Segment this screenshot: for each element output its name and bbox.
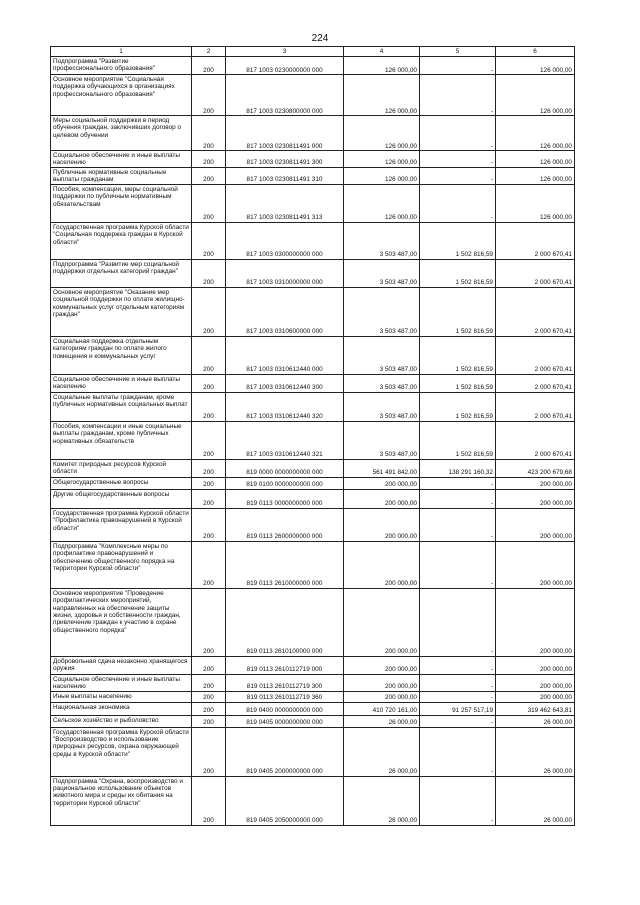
row-name-cell: Государственная программа Курской области "Профилактика правонарушений в Курской области" [51, 508, 192, 541]
row-approved-cell: 200 000,00 [344, 541, 420, 588]
row-executed-cell: - [420, 727, 496, 776]
row-executed-cell: 91 257 517,19 [420, 702, 496, 715]
row-approved-cell: 3 503 487,00 [344, 222, 420, 259]
row-executed-cell: 1 502 816,59 [420, 259, 496, 287]
row-approved-cell: 200 000,00 [344, 508, 420, 541]
table-row [51, 222, 575, 259]
table-row [51, 674, 575, 691]
row-remaining-cell: 200 000,00 [496, 541, 575, 588]
row-remaining-cell: 126 000,00 [496, 116, 575, 151]
row-remaining-cell: 2 000 670,41 [496, 392, 575, 421]
row-code-cell: 200 [192, 674, 226, 691]
row-approved-cell: 26 000,00 [344, 776, 420, 825]
table-row [51, 336, 575, 374]
row-name-cell: Государственная программа Курской области "Социальная поддержка граждан в Курской области" [51, 222, 192, 259]
row-approved-cell: 3 503 487,00 [344, 259, 420, 287]
row-classification-cell: 817 1003 0230811491 300 [226, 151, 344, 168]
row-remaining-cell: 2 000 670,41 [496, 336, 575, 374]
row-name-cell: Государственная программа Курской области "Воспроизводство и использование природных ресурсов, охрана окружающей среды в Курской области" [51, 727, 192, 776]
table-row [51, 392, 575, 421]
row-classification-cell: 819 0405 2000000000 000 [226, 727, 344, 776]
row-code-cell: 200 [192, 477, 226, 489]
row-code-cell: 200 [192, 776, 226, 825]
row-name-cell: Меры социальной поддержки в период обучения граждан, заключивших договор о целевом обучении [51, 116, 192, 151]
row-remaining-cell: 200 000,00 [496, 508, 575, 541]
row-code-cell: 200 [192, 167, 226, 184]
row-name-cell: Подпрограмма "Комплексные меры по профилактике правонарушений и обеспечению общественного порядка на территории Курской области" [51, 541, 192, 588]
row-executed-cell: - [420, 184, 496, 222]
column-header: 1 [51, 47, 192, 57]
row-classification-cell: 819 0113 2610100000 000 [226, 588, 344, 656]
row-remaining-cell: 2 000 670,41 [496, 374, 575, 392]
row-classification-cell: 817 1003 0310000000 000 [226, 259, 344, 287]
row-executed-cell: - [420, 151, 496, 168]
row-classification-cell: 817 1003 0310612440 320 [226, 392, 344, 421]
row-executed-cell: - [420, 75, 496, 116]
row-name-cell: Основное мероприятие "Проведение профилактических мероприятий, направленных на обеспечение защиты жизни, здоровья и собственности граждан, привлечение граждан к участию в охране общественного порядка" [51, 588, 192, 656]
page-number: 224 [311, 33, 329, 44]
table-row [51, 508, 575, 541]
row-approved-cell: 200 000,00 [344, 656, 420, 674]
row-classification-cell: 817 1003 0310612440 000 [226, 336, 344, 374]
row-classification-cell: 817 1003 0230000000 000 [226, 57, 344, 75]
row-approved-cell: 26 000,00 [344, 727, 420, 776]
row-executed-cell: - [420, 541, 496, 588]
row-code-cell: 200 [192, 541, 226, 588]
row-remaining-cell: 26 000,00 [496, 776, 575, 825]
row-classification-cell: 817 1003 0310612440 300 [226, 374, 344, 392]
table-row [51, 656, 575, 674]
row-approved-cell: 200 000,00 [344, 477, 420, 489]
row-approved-cell: 3 503 487,00 [344, 421, 420, 459]
table-row [51, 151, 575, 168]
row-code-cell: 200 [192, 287, 226, 336]
column-header: 3 [226, 47, 344, 57]
row-code-cell: 200 [192, 374, 226, 392]
table-row [51, 459, 575, 477]
row-code-cell: 200 [192, 392, 226, 421]
row-name-cell: Публичные нормативные социальные выплаты гражданам [51, 167, 192, 184]
row-remaining-cell: 126 000,00 [496, 151, 575, 168]
row-classification-cell: 817 1003 0230811491 313 [226, 184, 344, 222]
row-approved-cell: 26 000,00 [344, 715, 420, 727]
row-code-cell: 200 [192, 702, 226, 715]
row-executed-cell: 1 502 816,59 [420, 336, 496, 374]
table-row [51, 184, 575, 222]
row-remaining-cell: 26 000,00 [496, 715, 575, 727]
table-header-row [51, 47, 575, 57]
row-classification-cell: 819 0113 2610112719 300 [226, 674, 344, 691]
row-remaining-cell: 2 000 670,41 [496, 287, 575, 336]
row-approved-cell: 200 000,00 [344, 674, 420, 691]
row-approved-cell: 126 000,00 [344, 151, 420, 168]
table-row [51, 421, 575, 459]
table-row [51, 691, 575, 702]
row-code-cell: 200 [192, 459, 226, 477]
row-classification-cell: 817 1003 0310600000 000 [226, 287, 344, 336]
row-code-cell: 200 [192, 691, 226, 702]
row-name-cell: Сельское хозяйство и рыболовство [51, 715, 192, 727]
row-name-cell: Социальное обеспечение и иные выплаты населению [51, 674, 192, 691]
row-remaining-cell: 26 000,00 [496, 727, 575, 776]
row-remaining-cell: 319 462 643,81 [496, 702, 575, 715]
row-classification-cell: 819 0100 0000000000 000 [226, 477, 344, 489]
row-classification-cell: 819 0400 0000000000 000 [226, 702, 344, 715]
table-row [51, 776, 575, 825]
column-header: 6 [496, 47, 575, 57]
table-row [51, 374, 575, 392]
row-approved-cell: 126 000,00 [344, 75, 420, 116]
table-row [51, 116, 575, 151]
table-row [51, 259, 575, 287]
row-remaining-cell: 2 000 670,41 [496, 259, 575, 287]
row-code-cell: 200 [192, 727, 226, 776]
column-header: 4 [344, 47, 420, 57]
row-approved-cell: 126 000,00 [344, 116, 420, 151]
row-code-cell: 200 [192, 57, 226, 75]
row-executed-cell: - [420, 656, 496, 674]
table-row [51, 541, 575, 588]
row-approved-cell: 561 491 842,00 [344, 459, 420, 477]
row-remaining-cell: 126 000,00 [496, 75, 575, 116]
row-name-cell: Пособия, компенсации и иные социальные выплаты гражданам, кроме публичных нормативных обязательств [51, 421, 192, 459]
row-classification-cell: 817 1003 0300000000 000 [226, 222, 344, 259]
row-remaining-cell: 200 000,00 [496, 656, 575, 674]
row-name-cell: Подпрограмма "Охрана, воспроизводство и рациональное использование объектов животного мира и среды их обитания на территории Курской области" [51, 776, 192, 825]
table-row [51, 715, 575, 727]
row-classification-cell: 819 0113 2600000000 000 [226, 508, 344, 541]
row-approved-cell: 3 503 487,00 [344, 287, 420, 336]
row-code-cell: 200 [192, 656, 226, 674]
row-approved-cell: 410 720 161,00 [344, 702, 420, 715]
row-approved-cell: 3 503 487,00 [344, 336, 420, 374]
row-code-cell: 200 [192, 715, 226, 727]
row-classification-cell: 819 0113 2610000000 000 [226, 541, 344, 588]
row-name-cell: Подпрограмма "Развитие профессионального образования" [51, 57, 192, 75]
row-name-cell: Основное мероприятие "Социальная поддержка обучающихся в организациях профессионального образования" [51, 75, 192, 116]
table-row [51, 489, 575, 508]
row-name-cell: Социальное обеспечение и иные выплаты населению [51, 151, 192, 168]
row-approved-cell: 200 000,00 [344, 489, 420, 508]
row-name-cell: Добровольная сдача незаконно хранящегося оружия [51, 656, 192, 674]
row-executed-cell: 1 502 816,59 [420, 222, 496, 259]
row-remaining-cell: 126 000,00 [496, 167, 575, 184]
table-row [51, 287, 575, 336]
row-classification-cell: 819 0113 2610112719 000 [226, 656, 344, 674]
row-classification-cell: 819 0000 0000000000 000 [226, 459, 344, 477]
row-name-cell: Социальная поддержка отдельным категориям граждан по оплате жилого помещения и коммунальных услуг [51, 336, 192, 374]
row-executed-cell: - [420, 588, 496, 656]
row-name-cell: Подпрограмма "Развитие мер социальной поддержки отдельных категорий граждан" [51, 259, 192, 287]
row-classification-cell: 819 0113 0000000000 000 [226, 489, 344, 508]
row-classification-cell: 819 0113 2610112719 360 [226, 691, 344, 702]
row-remaining-cell: 423 200 679,68 [496, 459, 575, 477]
row-name-cell: Пособия, компенсации, меры социальной поддержки по публичным нормативным обязательствам [51, 184, 192, 222]
row-remaining-cell: 2 000 670,41 [496, 421, 575, 459]
row-code-cell: 200 [192, 336, 226, 374]
row-executed-cell: 1 502 816,59 [420, 392, 496, 421]
column-header: 2 [192, 47, 226, 57]
row-name-cell: Общегосударственные вопросы [51, 477, 192, 489]
row-classification-cell: 817 1003 0230811491 000 [226, 116, 344, 151]
row-code-cell: 200 [192, 184, 226, 222]
row-executed-cell: 1 502 816,59 [420, 287, 496, 336]
row-remaining-cell: 200 000,00 [496, 489, 575, 508]
row-executed-cell: - [420, 776, 496, 825]
row-classification-cell: 817 1003 0230800000 000 [226, 75, 344, 116]
row-code-cell: 200 [192, 489, 226, 508]
row-classification-cell: 817 1003 0310612440 321 [226, 421, 344, 459]
row-name-cell: Комитет природных ресурсов Курской области [51, 459, 192, 477]
table-row [51, 727, 575, 776]
row-code-cell: 200 [192, 116, 226, 151]
row-approved-cell: 3 503 487,00 [344, 374, 420, 392]
row-executed-cell: - [420, 674, 496, 691]
row-executed-cell: - [420, 167, 496, 184]
row-name-cell: Национальная экономика [51, 702, 192, 715]
table-row [51, 167, 575, 184]
row-executed-cell: - [420, 477, 496, 489]
row-remaining-cell: 126 000,00 [496, 57, 575, 75]
table-row [51, 702, 575, 715]
row-name-cell: Другие общегосударственные вопросы [51, 489, 192, 508]
row-executed-cell: 138 291 160,32 [420, 459, 496, 477]
row-classification-cell: 817 1003 0230811491 310 [226, 167, 344, 184]
row-executed-cell: - [420, 57, 496, 75]
row-name-cell: Основное мероприятие "Оказание мер социальной поддержки по оплате жилищно-коммунальных услуг отдельным категориям граждан" [51, 287, 192, 336]
row-approved-cell: 200 000,00 [344, 588, 420, 656]
row-remaining-cell: 200 000,00 [496, 588, 575, 656]
row-executed-cell: - [420, 508, 496, 541]
row-executed-cell: - [420, 489, 496, 508]
row-name-cell: Иные выплаты населению [51, 691, 192, 702]
table-row [51, 75, 575, 116]
table-row [51, 477, 575, 489]
row-code-cell: 200 [192, 259, 226, 287]
row-code-cell: 200 [192, 222, 226, 259]
row-approved-cell: 126 000,00 [344, 184, 420, 222]
row-executed-cell: 1 502 816,59 [420, 421, 496, 459]
row-approved-cell: 200 000,00 [344, 691, 420, 702]
row-remaining-cell: 200 000,00 [496, 477, 575, 489]
budget-table [50, 46, 575, 826]
column-header: 5 [420, 47, 496, 57]
row-executed-cell: - [420, 691, 496, 702]
row-name-cell: Социальное обеспечение и иные выплаты населению [51, 374, 192, 392]
row-code-cell: 200 [192, 75, 226, 116]
row-code-cell: 200 [192, 421, 226, 459]
row-classification-cell: 819 0405 2050000000 000 [226, 776, 344, 825]
row-executed-cell: - [420, 116, 496, 151]
row-remaining-cell: 200 000,00 [496, 674, 575, 691]
row-executed-cell: - [420, 715, 496, 727]
row-code-cell: 200 [192, 508, 226, 541]
row-approved-cell: 126 000,00 [344, 57, 420, 75]
row-approved-cell: 3 503 487,00 [344, 392, 420, 421]
row-classification-cell: 819 0405 0000000000 000 [226, 715, 344, 727]
row-name-cell: Социальные выплаты гражданам, кроме публичных нормативных социальных выплат [51, 392, 192, 421]
row-code-cell: 200 [192, 588, 226, 656]
table-row [51, 57, 575, 75]
row-approved-cell: 126 000,00 [344, 167, 420, 184]
row-code-cell: 200 [192, 151, 226, 168]
table-row [51, 588, 575, 656]
row-executed-cell: 1 502 816,59 [420, 374, 496, 392]
row-remaining-cell: 200 000,00 [496, 691, 575, 702]
row-remaining-cell: 126 000,00 [496, 184, 575, 222]
row-remaining-cell: 2 000 670,41 [496, 222, 575, 259]
